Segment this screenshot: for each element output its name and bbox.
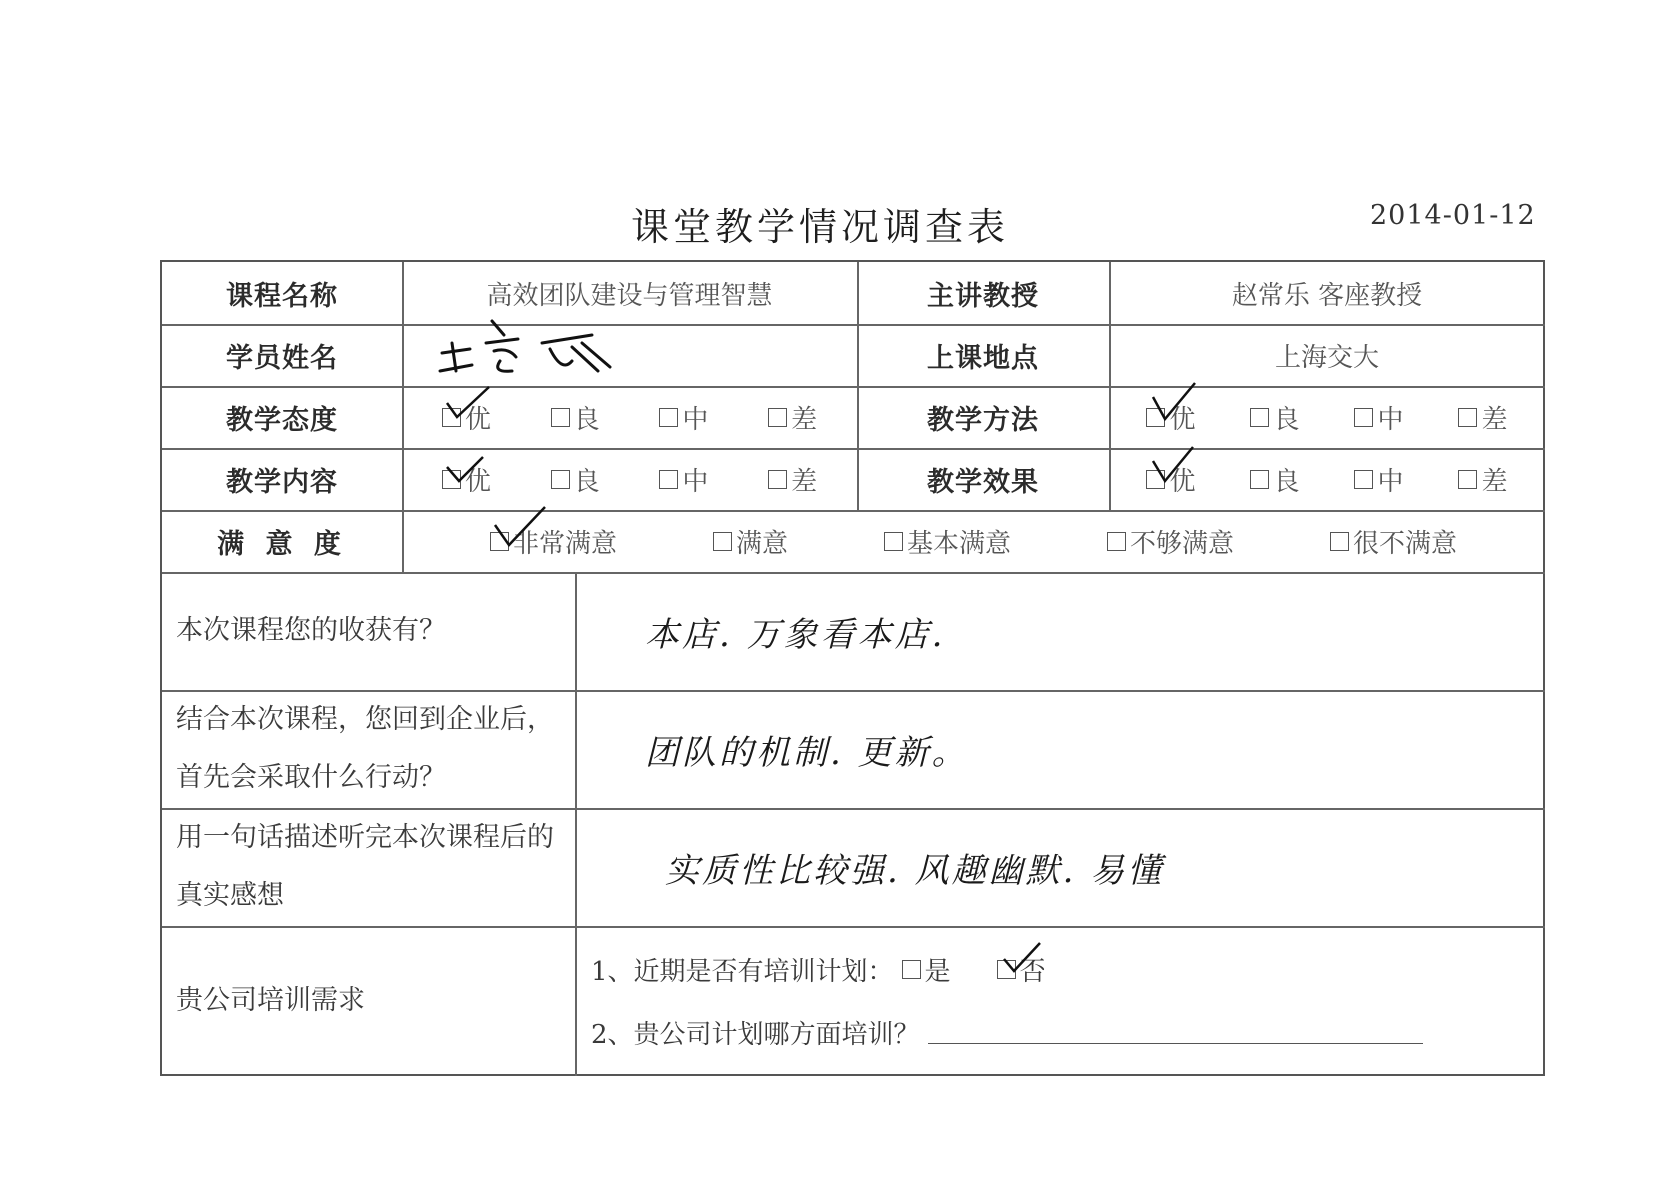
lecturer-label: 主讲教授 [927, 280, 1039, 312]
checkbox[interactable] [768, 408, 787, 427]
training-needs-label: 贵公司培训需求 [176, 985, 365, 1016]
survey-table [160, 260, 1545, 1076]
training-plan-yes[interactable]: 是 [902, 951, 951, 988]
teaching-attitude-options [402, 386, 857, 448]
satisfaction-option-basically-satisfied[interactable]: 基本满意 [884, 523, 1011, 560]
checkbox[interactable] [1354, 408, 1373, 427]
teaching-content-label: 教学内容 [226, 466, 338, 498]
question-gains-label: 本次课程您的收获有？ [176, 615, 446, 646]
attitude-option-poor[interactable]: 差 [768, 399, 817, 436]
form-title: 课堂教学情况调查表 [630, 205, 1009, 249]
checkbox[interactable] [659, 470, 678, 489]
effect-option-excellent[interactable]: 优 [1146, 461, 1195, 498]
teaching-method-options [1109, 386, 1545, 448]
attitude-option-excellent[interactable]: 优 [442, 399, 491, 436]
training-plan-question: 1、近期是否有培训计划： 是 否 [591, 951, 1046, 988]
method-option-good[interactable]: 良 [1250, 399, 1299, 436]
teaching-attitude-label: 教学态度 [226, 404, 338, 436]
question-gains-answer: 本店. 万象看本店. [645, 614, 946, 655]
teaching-effect-options [1109, 448, 1545, 510]
content-option-average[interactable]: 中 [659, 461, 708, 498]
effect-option-good[interactable]: 良 [1250, 461, 1299, 498]
question-impression-label: 用一句话描述听完本次课程后的真实感想 [176, 822, 554, 911]
question-impression-answer: 实质性比较强. 风趣幽默. 易懂 [665, 850, 1165, 891]
satisfaction-option-not-satisfied[interactable]: 不够满意 [1107, 523, 1234, 560]
teaching-method-label: 教学方法 [927, 404, 1039, 436]
attitude-option-average[interactable]: 中 [659, 399, 708, 436]
satisfaction-option-very-satisfied[interactable]: 非常满意 [490, 523, 617, 560]
content-option-good[interactable]: 良 [551, 461, 600, 498]
teaching-content-options [402, 448, 857, 510]
effect-option-poor[interactable]: 差 [1458, 461, 1507, 498]
course-name-value: 高效团队建设与管理智慧 [486, 280, 773, 311]
checkbox-checked[interactable] [490, 532, 509, 551]
course-name-label: 课程名称 [226, 280, 338, 312]
satisfaction-option-satisfied[interactable]: 满意 [713, 523, 788, 560]
method-option-excellent[interactable]: 优 [1146, 399, 1195, 436]
satisfaction-option-very-unsatisfied[interactable]: 很不满意 [1330, 523, 1457, 560]
effect-option-average[interactable]: 中 [1354, 461, 1403, 498]
checkbox-checked[interactable] [442, 408, 461, 427]
satisfaction-options [402, 510, 1545, 572]
student-signature [402, 324, 857, 386]
content-option-poor[interactable]: 差 [768, 461, 817, 498]
checkbox[interactable] [1354, 470, 1373, 489]
question-action-label: 结合本次课程，您回到企业后，首先会采取什么行动？ [176, 704, 554, 793]
checkbox[interactable] [884, 532, 903, 551]
checkbox-checked[interactable] [997, 960, 1016, 979]
checkbox[interactable] [659, 408, 678, 427]
content-option-excellent[interactable]: 优 [442, 461, 491, 498]
checkbox[interactable] [1250, 408, 1269, 427]
training-plan-no[interactable]: 否 [997, 951, 1046, 988]
checkbox[interactable] [1458, 470, 1477, 489]
checkbox[interactable] [768, 470, 787, 489]
lecturer-value: 赵常乐 客座教授 [1231, 280, 1423, 311]
checkbox[interactable] [713, 532, 732, 551]
checkbox[interactable] [1330, 532, 1349, 551]
form-date: 2014-01-12 [1370, 200, 1536, 231]
checkbox[interactable] [1250, 470, 1269, 489]
training-area-question: 2、贵公司计划哪方面培训？ [591, 1014, 1423, 1051]
method-option-average[interactable]: 中 [1354, 399, 1403, 436]
location-label: 上课地点 [927, 342, 1039, 374]
training-area-input[interactable] [928, 1021, 1423, 1044]
location-value: 上海交大 [1274, 342, 1379, 373]
method-option-poor[interactable]: 差 [1458, 399, 1507, 436]
signature-scribble [422, 313, 622, 383]
checkbox[interactable] [551, 470, 570, 489]
checkbox-checked[interactable] [1146, 408, 1165, 427]
checkbox[interactable] [902, 960, 921, 979]
checkbox-checked[interactable] [1146, 470, 1165, 489]
checkbox-checked[interactable] [442, 470, 461, 489]
teaching-effect-label: 教学效果 [927, 466, 1039, 498]
student-name-label: 学员姓名 [226, 342, 338, 374]
satisfaction-label: 满 意 度 [217, 528, 347, 560]
training-needs-content [575, 926, 1545, 1076]
checkbox[interactable] [551, 408, 570, 427]
question-action-answer: 团队的机制. 更新。 [645, 732, 969, 773]
attitude-option-good[interactable]: 良 [551, 399, 600, 436]
checkbox[interactable] [1458, 408, 1477, 427]
checkbox[interactable] [1107, 532, 1126, 551]
